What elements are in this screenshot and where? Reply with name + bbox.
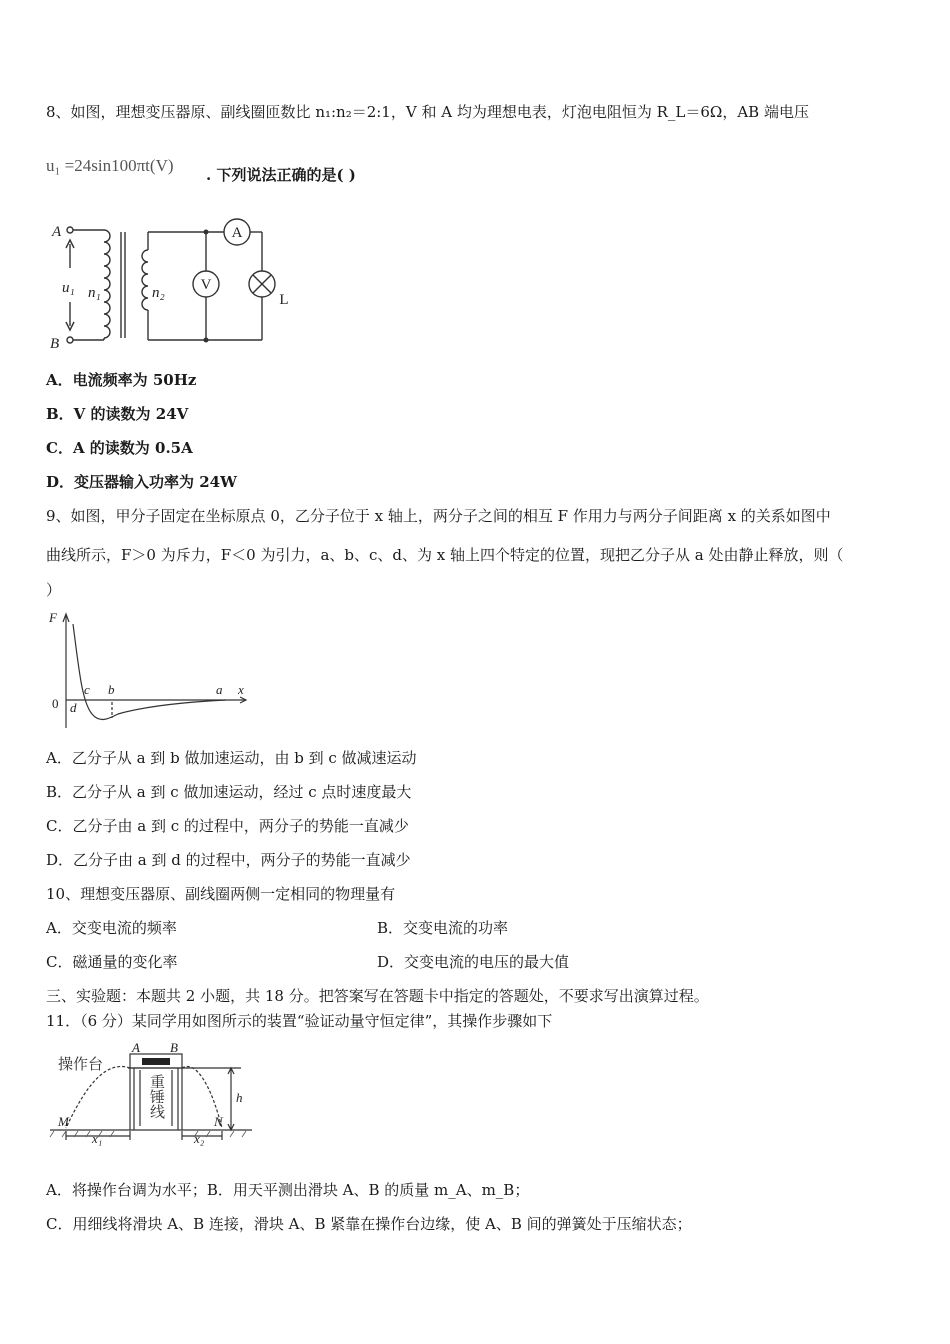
axis-label-x: x xyxy=(238,682,244,697)
point-n-label: N xyxy=(214,1114,223,1129)
q10-option-b: B．交变电流的功率 xyxy=(377,919,509,937)
point-label-c: c xyxy=(84,682,90,697)
q9-option-a: A．乙分子从 a 到 b 做加速运动，由 b 到 c 做减速运动 xyxy=(46,749,417,767)
q9-stem-line3: ） xyxy=(46,581,62,599)
point-label-a: a xyxy=(216,682,223,697)
ammeter-label: A xyxy=(231,225,243,241)
q10-option-d: D．交变电流的电压的最大值 xyxy=(377,953,570,971)
label-terminal-a: A xyxy=(52,224,62,240)
platform-label: 操作台 xyxy=(58,1057,104,1073)
q11-step-ab: A．将操作台调为水平；B．用天平测出滑块 A、B 的质量 m_A、m_B； xyxy=(46,1181,530,1199)
q10-option-c: C．磁通量的变化率 xyxy=(46,953,178,971)
q11-step-c: C．用细线将滑块 A、B 连接，滑块 A、B 紧靠在操作台边缘，使 A、B 间的弹簧处于压缩状态； xyxy=(46,1215,692,1233)
axis-label-f: F xyxy=(49,610,57,625)
voltmeter-label: V xyxy=(200,277,212,293)
q8-option-a: A．电流频率为 50Hz xyxy=(46,371,197,389)
plumb-line-label: 重锤线 xyxy=(148,1074,164,1119)
label-n2: n₂ xyxy=(152,285,165,301)
q8-option-c: C．A 的读数为 0.5A xyxy=(46,439,193,457)
label-terminal-b: B xyxy=(50,336,60,352)
q9-option-c: C．乙分子由 a 到 c 的过程中，两分子的势能一直减少 xyxy=(46,817,409,835)
distance-x1-label: x₁ xyxy=(92,1131,103,1146)
label-n1: n₁ xyxy=(88,285,101,301)
point-label-b: b xyxy=(108,682,115,697)
force-distance-graph xyxy=(46,610,256,740)
section3-heading: 三、实验题：本题共 2 小题，共 18 分。把答案写在答题卡中指定的答题处，不要求写出演算过程。 xyxy=(46,987,709,1005)
block-b-label: B xyxy=(170,1040,178,1055)
q8-option-d: D．变压器输入功率为 24W xyxy=(46,473,237,491)
q9-option-b: B．乙分子从 a 到 c 做加速运动，经过 c 点时速度最大 xyxy=(46,783,412,801)
distance-x2-label: x₂ xyxy=(194,1131,205,1146)
q8-stem-line1: 8、如图，理想变压器原、副线圈匝数比 n₁:n₂＝2:1，V 和 A 均为理想电表，灯泡电阻恒为 R_L＝6Ω，AB 端电压 xyxy=(46,103,809,121)
momentum-apparatus-diagram xyxy=(46,1040,256,1150)
label-u1: u₁ xyxy=(62,280,75,296)
block-a-label: A xyxy=(132,1040,140,1055)
origin-label: 0 xyxy=(52,696,59,711)
point-label-d: d xyxy=(70,700,77,715)
q10-stem: 10、理想变压器原、副线圈两侧一定相同的物理量有 xyxy=(46,885,396,903)
lamp-label: L xyxy=(279,292,289,308)
height-label: h xyxy=(236,1090,243,1105)
q8-formula: u₁ =24sin100πt(V) xyxy=(46,156,174,175)
q10-option-a: A．交变电流的频率 xyxy=(46,919,177,937)
transformer-circuit-diagram xyxy=(46,218,306,358)
q9-stem-line2: 曲线所示，F＞0 为斥力，F＜0 为引力，a、b、c、d、为 x 轴上四个特定的位置，现把乙分子从 a 处由静止释放，则（ xyxy=(46,546,844,564)
q9-stem-line1: 9、如图，甲分子固定在坐标原点 0，乙分子位于 x 轴上，两分子之间的相互 F 作用力与两分子间距离 x 的关系如图中 xyxy=(46,507,831,525)
point-m-label: M xyxy=(58,1114,69,1129)
q9-option-d: D．乙分子由 a 到 d 的过程中，两分子的势能一直减少 xyxy=(46,851,411,869)
q11-stem: 11．（6 分）某同学用如图所示的装置“验证动量守恒定律”，其操作步骤如下 xyxy=(46,1012,553,1030)
q8-stem-line2: . 下列说法正确的是( ) xyxy=(206,166,356,184)
q8-option-b: B．V 的读数为 24V xyxy=(46,405,189,423)
